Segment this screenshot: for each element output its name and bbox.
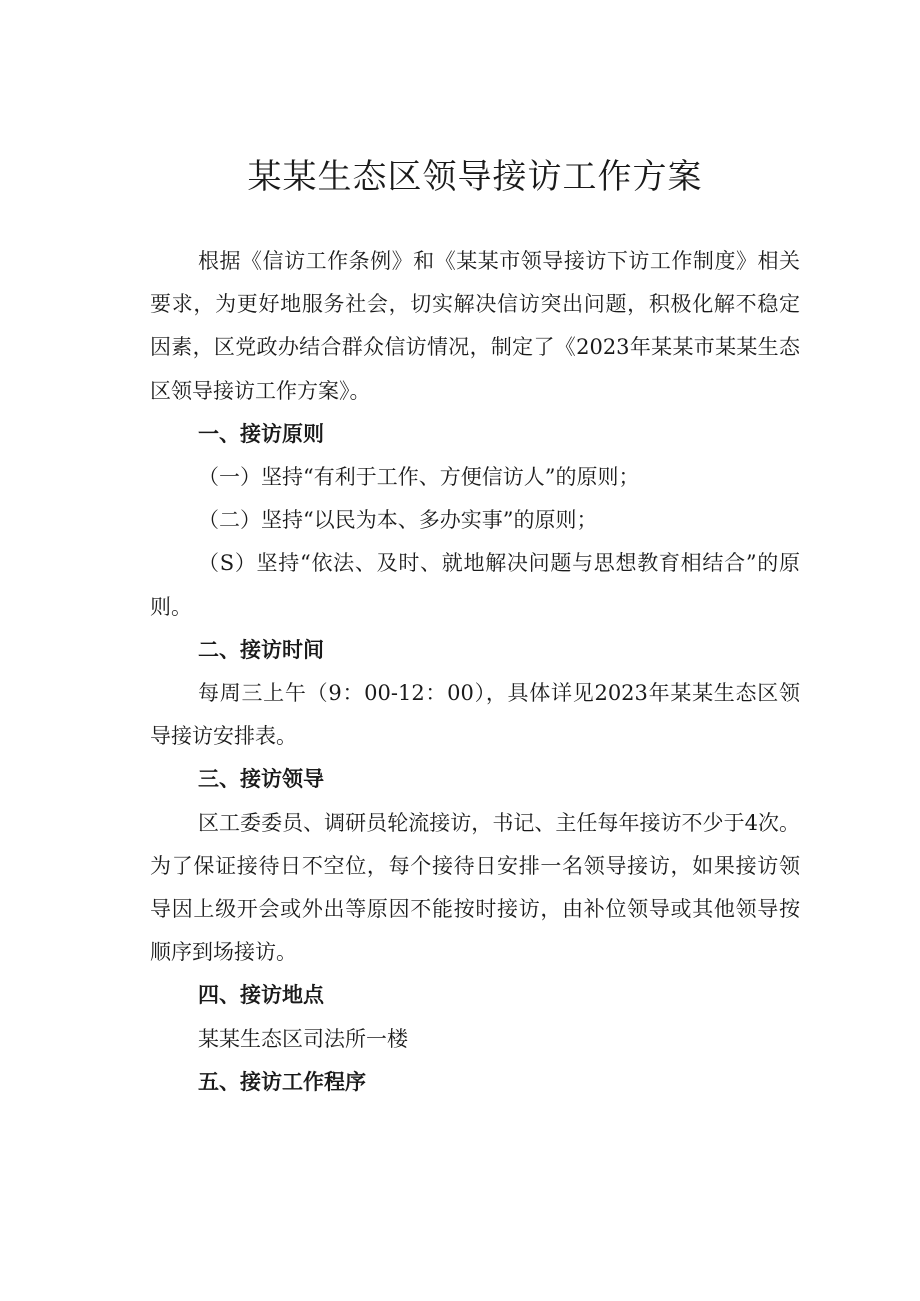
time-paragraph: 每周三上午（9：00-12：00），具体详见2023年某某生态区领导接访安排表。 [150, 681, 800, 749]
section-heading-principles: 一、接访原则 [198, 421, 324, 446]
intro-paragraph: 根据《信访工作条例》和《某某市领导接访下访工作制度》相关要求，为更好地服务社会，切实解决信访突出问题，积极化解不稳定因素，区党政办结合群众信访情况，制定了《2023年某某市某某生态区领导接访工作方案》。 [150, 249, 800, 403]
leaders-paragraph: 区工委委员、调研员轮流接访，书记、主任每年接访不少于4次。为了保证接待日不空位，每个接待日安排一名领导接访，如果接访领导因上级开会或外出等原因不能按时接访，由补位领导或其他领导按顺序到场接访。 [150, 810, 800, 965]
location-paragraph: 某某生态区司法所一楼 [198, 1026, 408, 1051]
section-heading-leaders: 三、接访领导 [198, 767, 324, 792]
section-heading-location: 四、接访地点 [198, 983, 324, 1008]
principle-item-3: （S）坚持“依法、及时、就地解决问题与思想教育相结合”的原则。 [150, 551, 800, 619]
principle-item-2: （二）坚持“以民为本、多办实事”的原则； [198, 508, 598, 533]
section-heading-time: 二、接访时间 [198, 637, 324, 662]
document-title: 某某生态区领导接访工作方案 [247, 157, 703, 197]
document-body [150, 240, 800, 1104]
section-heading-procedure: 五、接访工作程序 [198, 1069, 366, 1094]
principle-item-1: （一）坚持“有利于工作、方便信访人”的原则； [198, 465, 640, 490]
